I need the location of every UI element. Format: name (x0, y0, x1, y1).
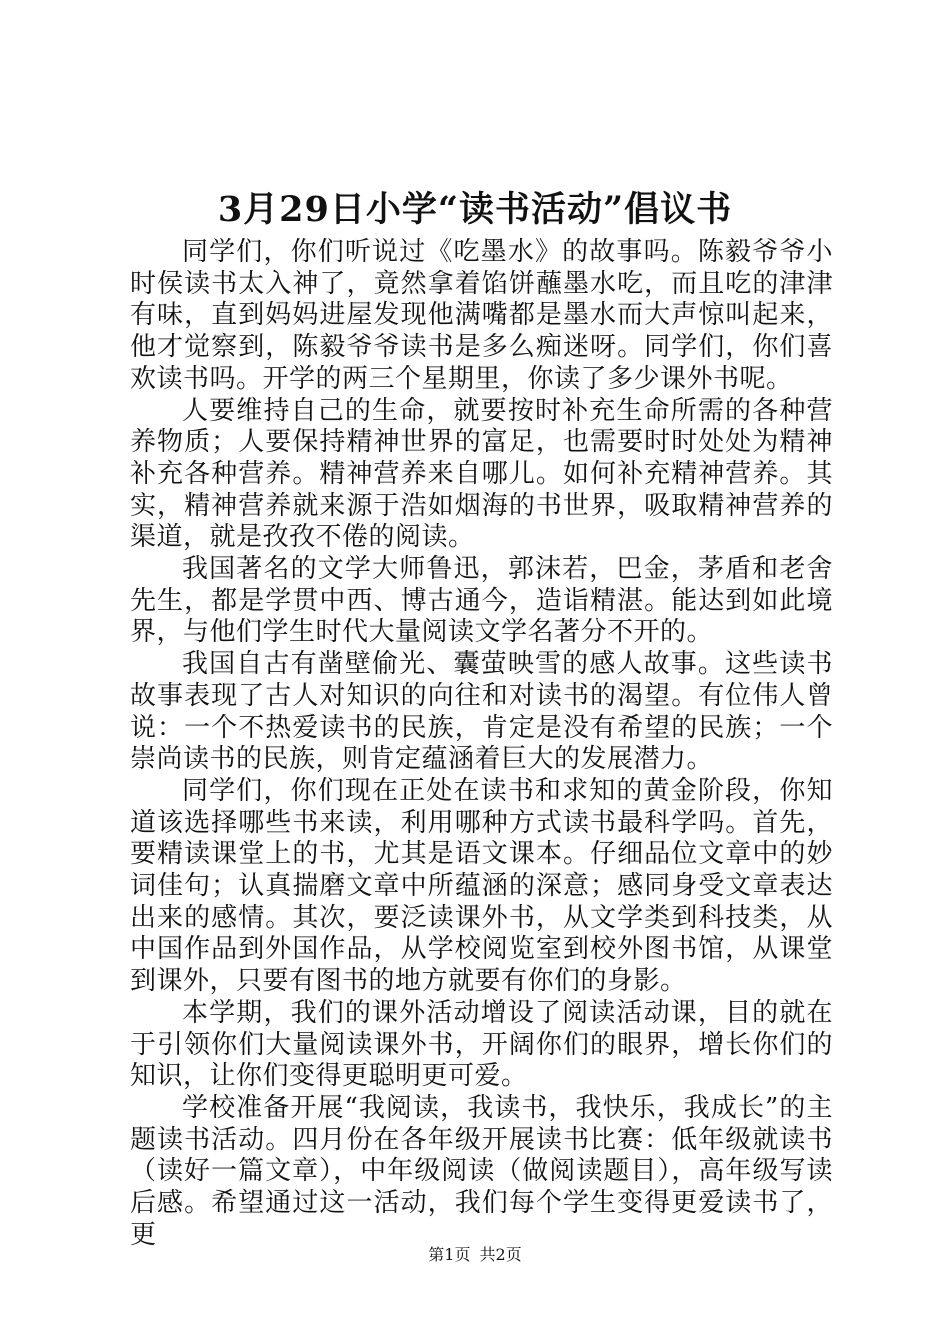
page-total: 共2页 (479, 1245, 522, 1264)
paragraph-6: 本学期，我们的课外活动增设了阅读活动课，目的就在于引领你们大量阅读课外书，开阔你们的眼界，增长你们的知识，让你们变得更聪明更可爱。 (130, 997, 833, 1092)
paragraph-1: 同学们，你们听说过《吃墨水》的故事吗。陈毅爷爷小时侯读书太入神了，竟然拿着馅饼蘸墨水吃，而且吃的津津有味，直到妈妈进屋发现他满嘴都是墨水而大声惊叫起来，他才觉察到，陈毅爷爷读书是多么痴迷呀。同学们，你们喜欢读书吗。开学的两三个星期里，你读了多少课外书呢。 (130, 237, 833, 394)
paragraph-5: 同学们，你们现在正处在读书和求知的黄金阶段，你知道该选择哪些书来读，利用哪种方式读书最科学吗。首先，要精读课堂上的书，尤其是语文课本。仔细品位文章中的妙词佳句；认真揣磨文章中所蕴涵的深意；感同身受文章表达出来的感情。其次，要泛读课外书，从文学类到科技类，从中国作品到外国作品，从学校阅览室到校外图书馆，从课堂到课外，只要有图书的地方就要有你们的身影。 (130, 775, 833, 997)
paragraph-7: 学校准备开展“我阅读，我读书，我快乐，我成长”的主题读书活动。四月份在各年级开展读书比赛：低年级就读书（读好一篇文章），中年级阅读（做阅读题目），高年级写读后感。希望通过这一活动，我们每个学生变得更爱读书了，更 (130, 1092, 833, 1250)
page-number: 第1页 (428, 1245, 471, 1264)
paragraph-3: 我国著名的文学大师鲁迅，郭沫若，巴金，茅盾和老舍先生，都是学贯中西、博古通今，造诣精湛。能达到如此境界，与他们学生时代大量阅读文学名著分不开的。 (130, 554, 833, 648)
document-title: 3月29日小学“读书活动”倡议书 (217, 189, 733, 230)
page-footer (0, 1244, 950, 1266)
document-body (130, 237, 833, 1252)
paragraph-4: 我国自古有凿壁偷光、囊萤映雪的感人故事。这些读书故事表现了古人对知识的向往和对读书的渴望。有位伟人曾说：一个不热爱读书的民族，肯定是没有希望的民族；一个崇尚读书的民族，则肯定蕴涵着巨大的发展潜力。 (130, 649, 833, 775)
paragraph-2: 人要维持自己的生命，就要按时补充生命所需的各种营养物质；人要保持精神世界的富足，也需要时时处处为精神补充各种营养。精神营养来自哪儿。如何补充精神营养。其实，精神营养就来源于浩如烟海的书世界，吸取精神营养的渠道，就是孜孜不倦的阅读。 (130, 395, 833, 553)
